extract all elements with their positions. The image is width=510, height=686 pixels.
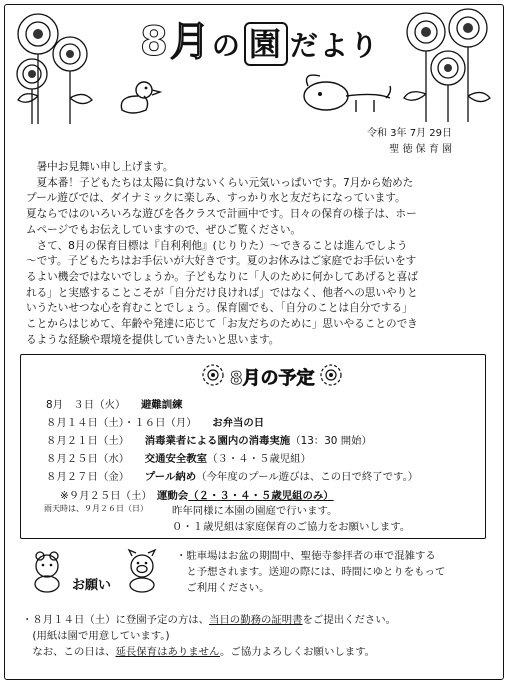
aug14-notice <box>22 612 396 660</box>
schedule-date: ８月２５日 <box>46 453 98 465</box>
sunflowers-right-illustration <box>390 6 502 124</box>
organization-name: 聖 徳 保 育 園 <box>389 144 452 155</box>
schedule-day: （水） <box>97 453 124 465</box>
extended-care-suffix: 。ご協力よろしくお願いします。 <box>220 646 376 658</box>
work-certificate-text: 当日の勤務の証明書 <box>209 614 303 626</box>
schedule-date: ８月２７日 <box>46 471 98 483</box>
schedule-day: （火） <box>94 399 121 411</box>
issue-date-block <box>367 126 452 158</box>
intro-line: さて、8月の保育目標は『自利利他』(じりりた）～できることは進んでしよう <box>36 239 408 252</box>
request-label: お願い <box>72 578 112 593</box>
intro-line: 夏ならではのいろいろな遊びを各クラスで計画中です。日々の保育の様子は、ホー <box>26 208 417 221</box>
extended-care-line <box>22 644 396 660</box>
schedule-row <box>46 450 311 465</box>
sports-groups: （２・３・４・５歳児組のみ） <box>188 490 334 502</box>
duck-illustration <box>114 78 164 118</box>
sports-infant-note: ０・１歳児組は家庭保育のご協力をお願いします。 <box>172 521 411 533</box>
schedule-day: （土）・１６日（月） <box>97 417 192 429</box>
schedule-day: （土） <box>97 435 124 447</box>
title-rest: だより <box>289 29 380 62</box>
intro-line: るよい機会ではないでしょうか。子どもなりに「人のために何かしてあげると喜ば <box>26 270 418 283</box>
schedule-event: 消毒業者による園内の消毒実施 <box>144 435 291 447</box>
intro-line: ことからはじめて、年齢や発達に応じて「お友だちのために」思いやることのでき <box>26 318 418 331</box>
no-extended-care-text: 延長保育はありません <box>115 646 221 658</box>
aug14-line <box>22 612 396 628</box>
intro-line: るような経験や環境を提供していきたいと思います。 <box>26 333 280 346</box>
aug14-text: ・８月１４日（土）に登園予定の方は、 <box>22 614 210 626</box>
schedule-extra: （今年度のプール遊びは、この日で終了です。） <box>196 471 419 483</box>
intro-line: れる」と実感することこそが「自分だけ良ければ」ではなく、他者への思いやりと <box>26 286 418 299</box>
title-month: 8月 <box>140 19 212 65</box>
schedule-day: （金） <box>97 471 124 483</box>
schedule-title: 8月の予定 <box>230 368 315 389</box>
schedule-event: お弁当の日 <box>212 417 265 429</box>
schedule-event: 交通安全教室 <box>144 453 208 465</box>
form-note: (用紙は園で用意しています。) <box>22 630 170 642</box>
schedule-date: ８月１４日 <box>46 417 98 429</box>
sunflowers-left-illustration <box>8 6 128 126</box>
intro-line: 暑中お見舞い申し上げます。 <box>36 161 174 173</box>
sports-venue-note: 昨年同様に本園の園庭で行います。 <box>172 505 338 517</box>
newsletter-title <box>140 10 380 67</box>
sports-date: ※９月２５日（土） <box>60 490 147 502</box>
parking-notice <box>176 548 445 596</box>
schedule-event: プール納め <box>144 471 197 483</box>
pig-mascot-illustration <box>118 548 166 594</box>
title-particle: の <box>211 29 242 62</box>
schedule-row <box>46 468 418 483</box>
sports-event: 運動会 <box>157 490 189 502</box>
schedule-row <box>46 432 372 447</box>
intro-line: ムページでもお伝えしていますので、ぜひご覧ください。 <box>26 223 302 236</box>
schedule-date: 8月 ３日 <box>46 399 95 411</box>
intro-line: いうたいせつな心を育むことでしょう。保育園でも、「自分のことは自分でする」 <box>26 302 413 315</box>
extended-care-prefix: なお、この日は、 <box>22 646 116 658</box>
schedule-row <box>46 396 183 411</box>
schedule-row <box>46 414 264 429</box>
schedule-extra: （13：30 開始） <box>290 435 372 447</box>
schedule-extra: （３・４・５歳児組） <box>207 453 311 465</box>
parking-line: ご利用ください。 <box>176 582 270 594</box>
parking-line: と予想されます。送迎の際には、時間にゆとりをもって <box>176 566 446 578</box>
sports-day-line <box>60 487 334 502</box>
flower-icon <box>318 362 344 388</box>
schedule-event: 避難訓練 <box>140 399 183 411</box>
intro-line: ～です。子どもたちはお手伝いが大好きです。夏のお休みはご家庭でお手伝いをす <box>26 255 417 268</box>
intro-text <box>26 160 492 348</box>
aug14-submit-text: をご提出ください。 <box>302 614 397 626</box>
rainy-day-note: 雨天時は、９月２６日（日） <box>44 504 148 513</box>
flower-icon <box>200 362 226 388</box>
intro-line: プール遊びでは、ダイナミックに楽しみ、すっかり水と友だちになっています。 <box>26 192 406 205</box>
parking-line: ・駐車場はお盆の期間中、聖徳寺参拝者の車で混雑する <box>176 550 436 562</box>
bear-mascot-illustration <box>22 548 72 594</box>
dog-illustration <box>296 70 396 120</box>
schedule-date: ８月２１日 <box>46 435 98 447</box>
issue-date: 令和 3年 7月 29日 <box>367 128 452 139</box>
title-en-character: 園 <box>244 22 288 66</box>
intro-line: 夏本番！子どもたちは太陽に負けないくらい元気いっぱいです。7月から始めた <box>36 176 414 189</box>
